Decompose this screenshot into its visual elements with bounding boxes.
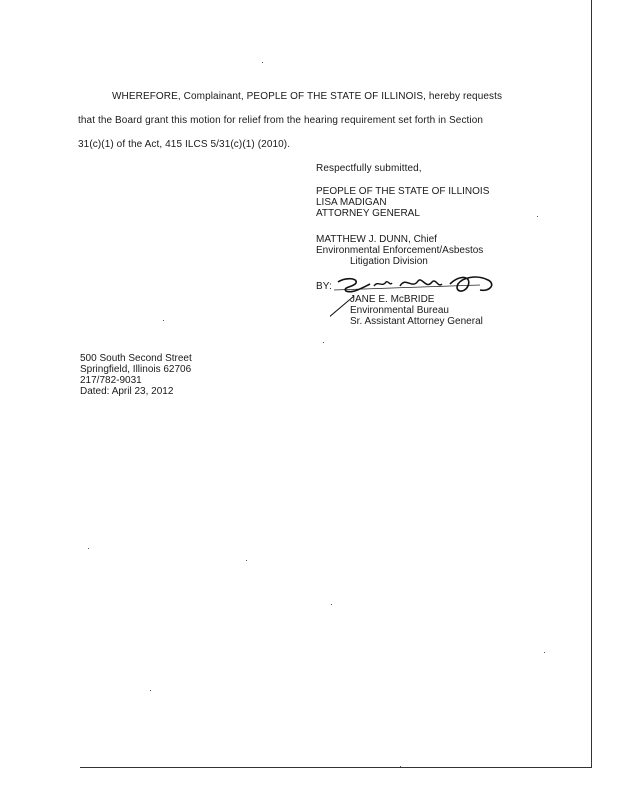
signer-office: Environmental Bureau: [350, 305, 449, 316]
scan-speck: [163, 320, 164, 321]
chief-name: MATTHEW J. DUNN, Chief: [316, 234, 437, 245]
page-border-bottom: [80, 767, 592, 768]
chief-division: Environmental Enforcement/Asbestos: [316, 245, 484, 256]
body-line-2: that the Board grant this motion for relief from the hearing requirement set forth in Section: [78, 115, 484, 126]
date-line: Dated: April 23, 2012: [80, 386, 174, 397]
body-line-1: WHEREFORE, Complainant, PEOPLE OF THE STATE OF ILLINOIS, hereby requests: [112, 91, 503, 102]
scan-speck: [150, 690, 151, 691]
party-line: ATTORNEY GENERAL: [316, 208, 420, 219]
body-line-3: 31(c)(1) of the Act, 415 ILCS 5/31(c)(1) (2010).: [78, 139, 291, 150]
address-phone: 217/782-9031: [80, 375, 142, 386]
chief-block: [316, 234, 483, 267]
respectfully-submitted: Respectfully submitted,: [316, 163, 422, 174]
scan-speck: [537, 216, 538, 217]
scan-speck: [88, 548, 89, 549]
scan-speck: [246, 560, 247, 561]
chief-division-cont: Litigation Division: [350, 256, 428, 267]
party-line: LISA MADIGAN: [316, 197, 387, 208]
by-label: BY:: [316, 281, 332, 292]
party-line: PEOPLE OF THE STATE OF ILLINOIS: [316, 186, 490, 197]
signer-title: Sr. Assistant Attorney General: [350, 316, 483, 327]
address-street: 500 South Second Street: [80, 353, 192, 364]
scan-speck: [331, 604, 332, 605]
scan-speck: [400, 766, 401, 767]
signer-name: JANE E. McBRIDE: [350, 294, 435, 305]
address-city: Springfield, Illinois 62706: [80, 364, 192, 375]
scan-speck: [544, 652, 545, 653]
signer-block: [350, 294, 483, 327]
page-border-right: [591, 0, 592, 768]
scan-speck: [262, 62, 263, 63]
address-block: [80, 353, 192, 397]
party-block: [316, 186, 489, 219]
scan-speck: [323, 342, 324, 343]
